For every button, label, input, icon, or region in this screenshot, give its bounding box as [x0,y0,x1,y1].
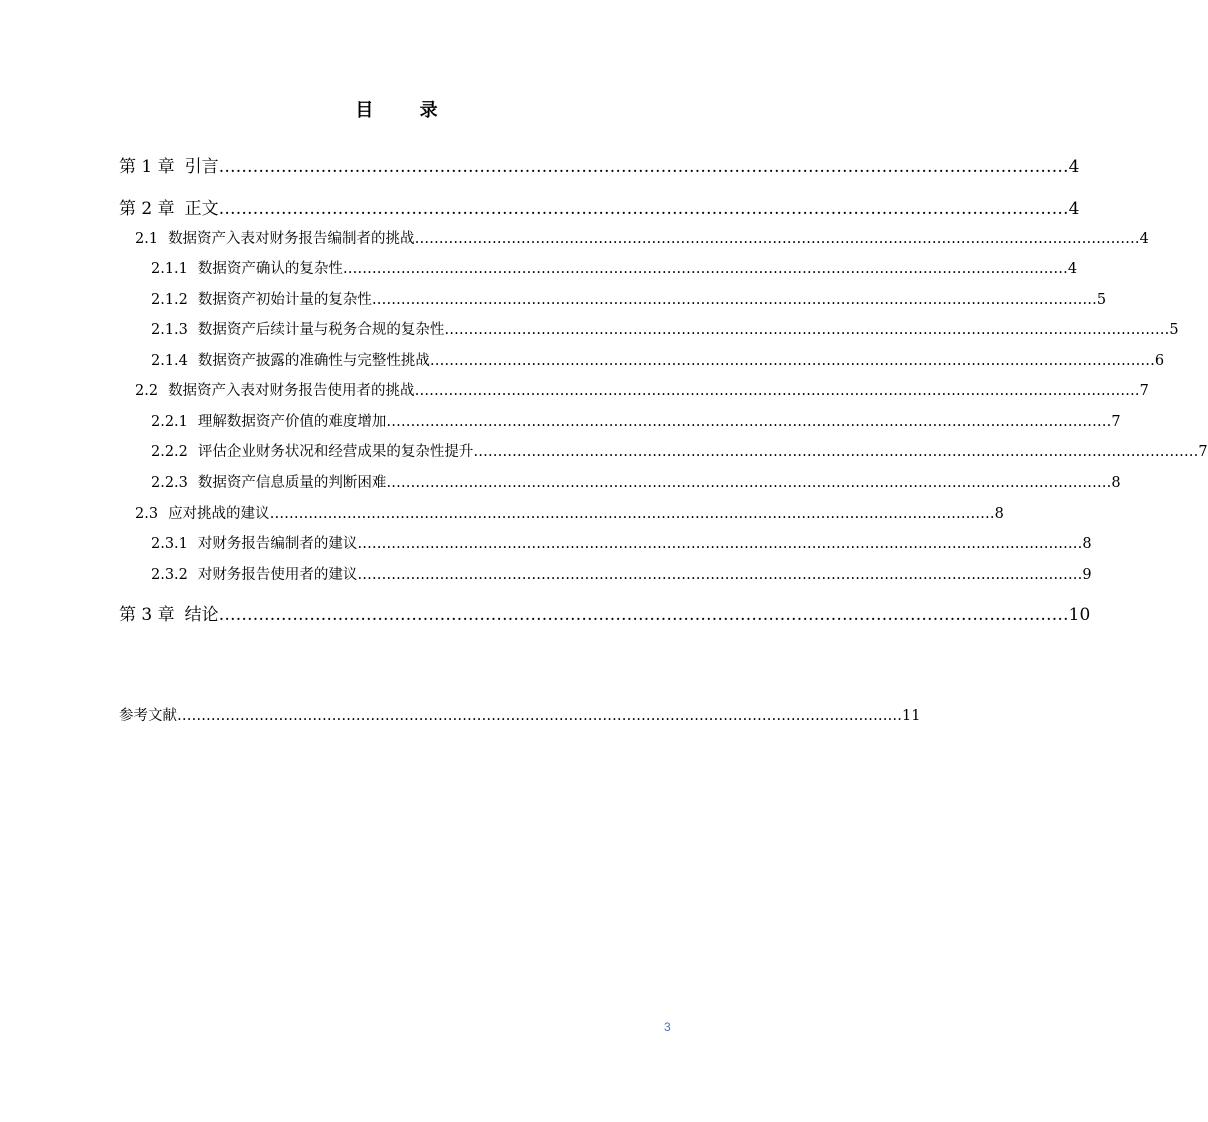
toc-entry-label: 数据资产入表对财务报告使用者的挑战 [168,383,415,399]
toc-entry-section-2-2-2[interactable] [151,440,1208,462]
toc-entry-label: 数据资产确认的复杂性 [197,261,343,277]
dot-leader: …………………………………………………………………………………………………………………………………… [357,536,1083,552]
toc-entry-number: 2.1.1 [151,261,188,277]
toc-entry-number: 第 1 章 [119,157,175,177]
toc-entry-label: 对财务报告编制者的建议 [197,536,358,552]
toc-entry-page: 9 [1082,567,1092,583]
toc-entry-section-2-3-2[interactable] [151,563,1092,585]
toc-title: 目 录 [355,100,458,121]
toc-entry-chapter-3[interactable] [119,600,1091,625]
toc-entry-page: 4 [1067,261,1078,277]
toc-entry-label: 引言 [184,157,219,177]
toc-entry-chapter-1[interactable] [119,152,1080,177]
toc-entry-number: 2.3.1 [151,536,188,552]
toc-entry-page: 4 [1068,199,1080,219]
toc-entry-section-2-1-2[interactable] [151,288,1107,310]
page-number: 3 [664,1020,671,1034]
toc-entry-section-2-2[interactable] [135,379,1149,401]
dot-leader: …………………………………………………………………………………………………………………………………… [386,475,1112,491]
toc-entry-section-2-1-3[interactable] [151,318,1179,340]
dot-leader: …………………………………………………………………………………………………………………………………… [218,157,1069,177]
toc-entry-section-2-1-1[interactable] [151,257,1078,279]
toc-entry-page: 11 [902,708,921,724]
toc-entry-page: 10 [1068,605,1091,625]
toc-entry-section-2-1[interactable] [135,227,1149,249]
toc-entry-page: 5 [1169,322,1179,338]
toc-entry-section-2-1-4[interactable] [151,349,1165,371]
toc-entry-page: 4 [1068,157,1080,177]
toc-entry-number: 2.2.3 [151,475,188,491]
toc-entry-page: 8 [994,506,1004,522]
dot-leader: …………………………………………………………………………………………………………………………………… [414,383,1140,399]
dot-leader: …………………………………………………………………………………………………………………………………… [386,414,1112,430]
toc-entry-number: 2.2.2 [151,444,188,460]
toc-entry-page: 7 [1111,414,1121,430]
toc-entry-label: 应对挑战的建议 [168,506,270,522]
toc-entry-page: 6 [1154,353,1165,369]
toc-entry-label: 数据资产信息质量的判断困难 [197,475,387,491]
dot-leader: …………………………………………………………………………………………………………………………………… [473,444,1199,460]
toc-entry-number: 第 2 章 [119,199,175,219]
toc-entry-number: 2.2 [135,383,159,399]
toc-entry-number: 2.1.3 [151,322,188,338]
toc-entry-page: 8 [1082,536,1092,552]
toc-entry-number: 2.1.4 [151,353,188,369]
dot-leader: …………………………………………………………………………………………………………………………………… [218,605,1069,625]
dot-leader: …………………………………………………………………………………………………………………………………… [218,199,1069,219]
toc-entry-label: 参考文献 [119,708,177,724]
toc-entry-references[interactable] [119,704,921,726]
toc-entry-label: 正文 [184,199,219,219]
dot-leader: …………………………………………………………………………………………………………………………………… [357,567,1083,583]
dot-leader: …………………………………………………………………………………………………………………………………… [269,506,995,522]
toc-entry-section-2-3-1[interactable] [151,532,1092,554]
toc-entry-number: 2.1.2 [151,292,188,308]
dot-leader: …………………………………………………………………………………………………………………………………… [444,322,1170,338]
toc-entry-number: 2.3.2 [151,567,188,583]
dot-leader: …………………………………………………………………………………………………………………………………… [371,292,1097,308]
toc-entry-label: 数据资产后续计量与税务合规的复杂性 [197,322,445,338]
dot-leader: …………………………………………………………………………………………………………………………………… [429,353,1155,369]
toc-entry-section-2-2-3[interactable] [151,471,1121,493]
toc-entry-page: 8 [1111,475,1121,491]
toc-entry-label: 对财务报告使用者的建议 [197,567,358,583]
toc-entry-number: 2.1 [135,231,159,247]
toc-entry-number: 2.2.1 [151,414,188,430]
toc-entry-page: 4 [1139,231,1149,247]
toc-entry-label: 评估企业财务状况和经营成果的复杂性提升 [197,444,474,460]
toc-entry-section-2-2-1[interactable] [151,410,1121,432]
toc-entry-number: 第 3 章 [119,605,175,625]
toc-entry-label: 数据资产披露的准确性与完整性挑战 [197,353,430,369]
toc-entry-number: 2.3 [135,506,159,522]
toc-entry-label: 数据资产初始计量的复杂性 [197,292,372,308]
toc-entry-label: 数据资产入表对财务报告编制者的挑战 [168,231,415,247]
toc-entry-page: 7 [1139,383,1149,399]
toc-entry-label: 结论 [184,605,219,625]
toc-entry-label: 理解数据资产价值的难度增加 [197,414,387,430]
dot-leader: …………………………………………………………………………………………………………………………………… [414,231,1140,247]
toc-entry-section-2-3[interactable] [135,502,1004,524]
toc-entry-chapter-2[interactable] [119,194,1080,219]
toc-entry-page: 7 [1198,444,1208,460]
dot-leader: …………………………………………………………………………………………………………………………………… [177,708,902,724]
dot-leader: …………………………………………………………………………………………………………………………………… [342,261,1068,277]
toc-entry-page: 5 [1096,292,1107,308]
